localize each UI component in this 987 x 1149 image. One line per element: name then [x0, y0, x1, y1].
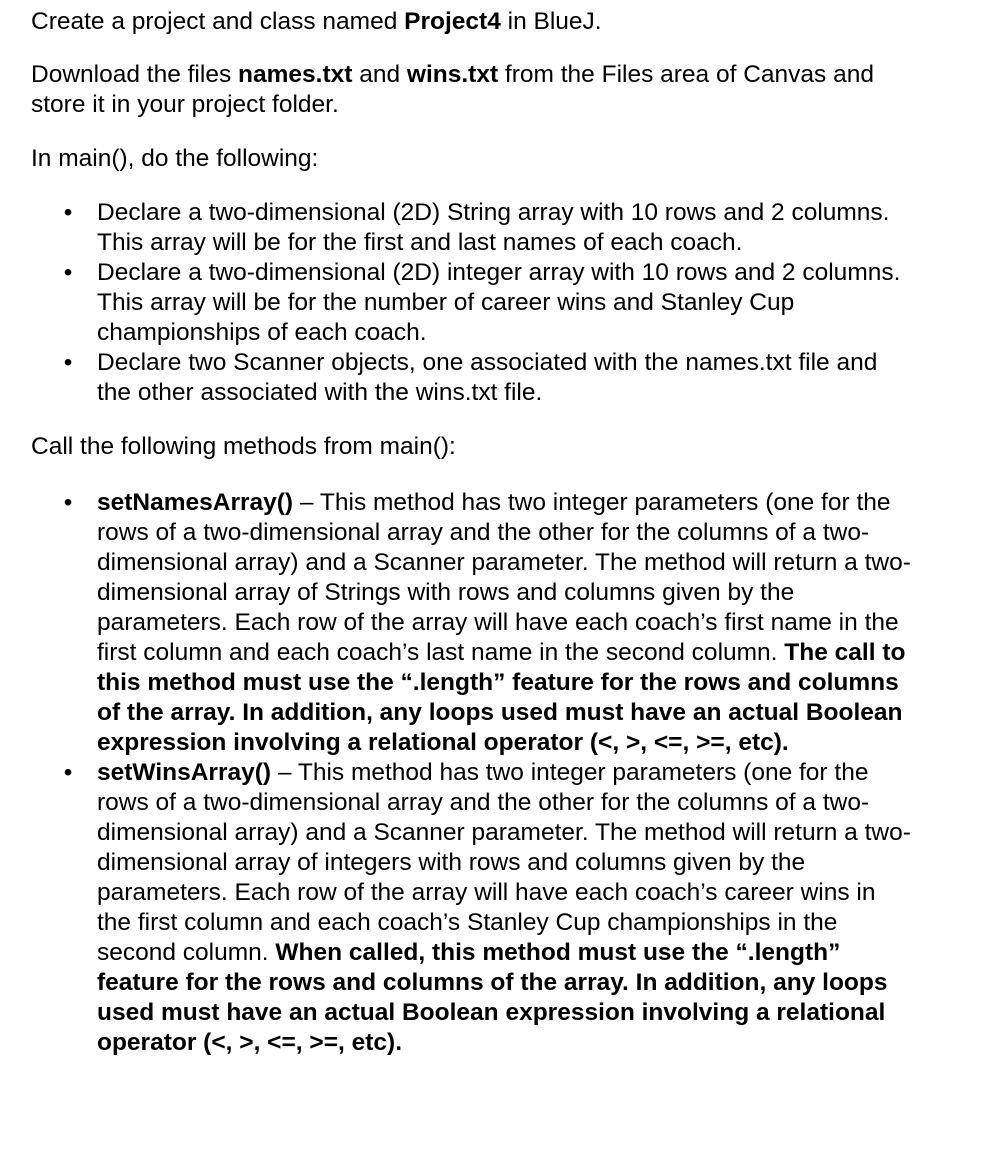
bullet-icon: •	[63, 199, 73, 226]
file-name-names: names.txt	[238, 61, 353, 88]
main-steps-list	[31, 198, 911, 408]
text-span: in BlueJ.	[500, 8, 602, 35]
bullet-icon: •	[63, 259, 73, 286]
instruction-download-files	[31, 60, 911, 120]
list-item	[31, 488, 911, 758]
method-requirement: The call to this method must use the “.length” feature for the rows and columns of the array. In addition, any loops used must have an actual Boolean expression involving a relational operator (<, >, <=, >=, etc).	[97, 639, 906, 756]
method-name: setWinsArray()	[97, 759, 272, 786]
list-item-text: Declare a two-dimensional (2D) String array with 10 rows and 2 columns. This array will be for the first and last names of each coach.	[97, 199, 890, 256]
bullet-icon: •	[63, 759, 73, 786]
text-span: Create a project and class named	[31, 8, 405, 35]
text-span: and	[352, 61, 407, 88]
call-methods-heading: Call the following methods from main():	[31, 433, 456, 460]
list-item	[31, 198, 911, 258]
file-name-wins: wins.txt	[406, 61, 499, 88]
methods-list	[31, 488, 911, 1058]
instruction-create-project	[31, 7, 911, 37]
list-item-text: Declare two Scanner objects, one associated with the names.txt file and the other associated with the wins.txt file.	[97, 349, 878, 406]
method-name: setNamesArray()	[97, 489, 294, 516]
method-description: – This method has two integer parameters (one for the rows of a two-dimensional array and the other for the columns of a two-dimensional array) and a Scanner parameter. The method will return a two-dimensional array of Strings with rows and columns given by the parameters. Each row of the array will have each coach’s first name in the first column and each coach’s last name in the second column.	[97, 489, 911, 666]
list-item	[31, 258, 911, 348]
instruction-main-heading: In main(), do the following:	[31, 145, 319, 172]
project-name: Project4	[404, 8, 501, 35]
text-span: from the Files area of Canvas and store it in your project folder.	[31, 61, 874, 118]
method-requirement: When called, this method must use the “.length” feature for the rows and columns of the array. In addition, any loops used must have an actual Boolean expression involving a relational operator (<, >, <=, >=, etc).	[97, 939, 888, 1056]
text-span: Download the files	[31, 61, 239, 88]
method-description: – This method has two integer parameters (one for the rows of a two-dimensional array and the other for the columns of a two-dimensional array) and a Scanner parameter. The method will return a two-dimensional array of integers with rows and columns given by the parameters. Each row of the array will have each coach’s career wins in the first column and each coach’s Stanley Cup championships in the second column.	[97, 759, 911, 966]
list-item	[31, 348, 911, 408]
list-item	[31, 758, 911, 1058]
list-item-text: Declare a two-dimensional (2D) integer array with 10 rows and 2 columns. This array will be for the number of career wins and Stanley Cup championships of each coach.	[97, 259, 901, 346]
bullet-icon: •	[63, 489, 73, 516]
bullet-icon: •	[63, 349, 73, 376]
